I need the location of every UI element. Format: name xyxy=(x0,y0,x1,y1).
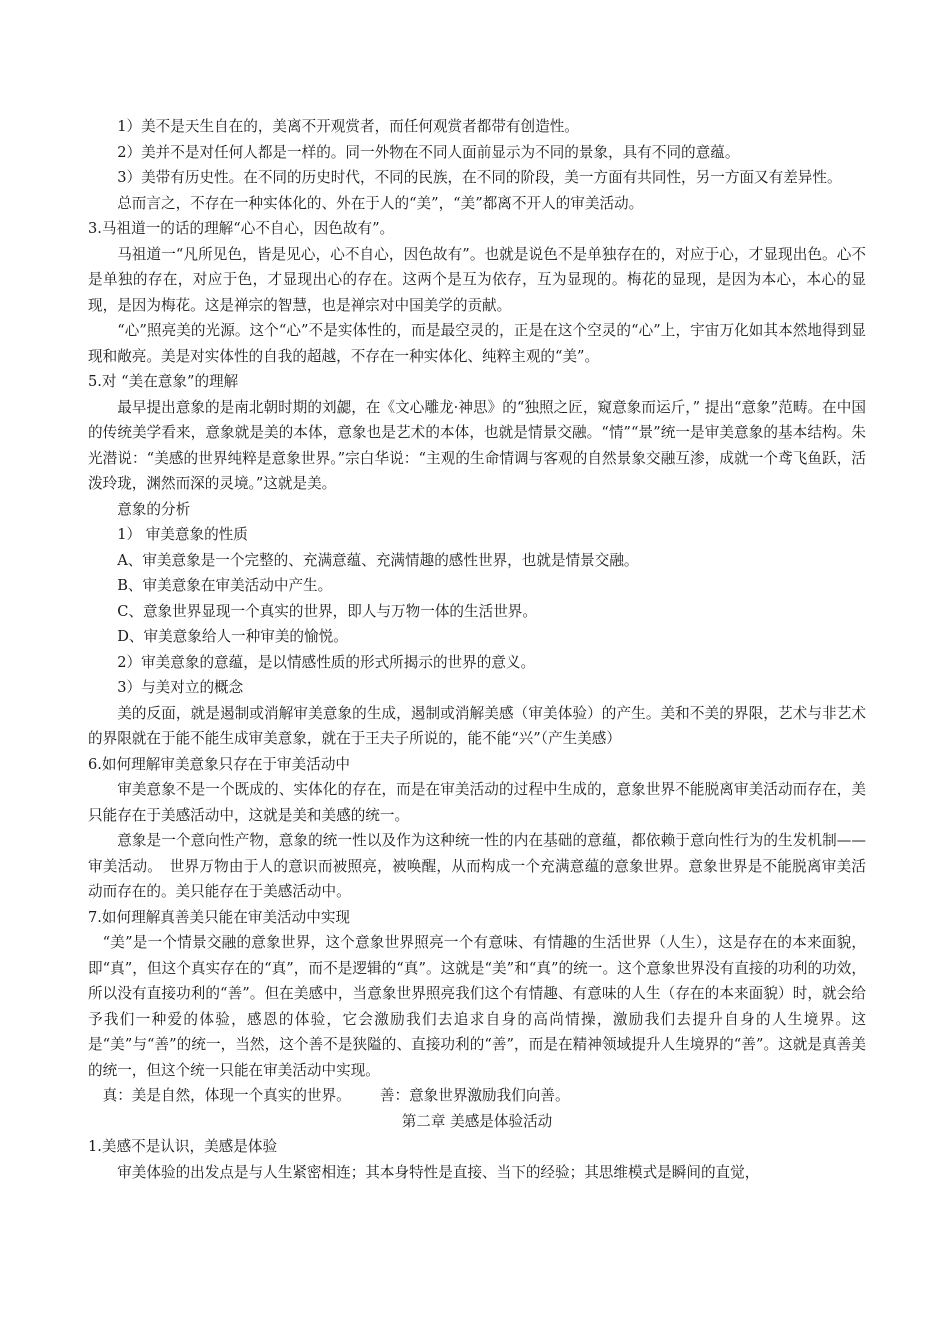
section-heading: 1.美感不是认识，美感是体验 xyxy=(88,1138,278,1155)
paragraph: 意象是一个意向性产物，意象的统一性以及作为这种统一性的内在基础的意蕴，都依赖于意向性行为的生发机制——审美活动。 世界万物由于人的意识而被照亮，被唤醒，从而构成一个充满意蕴的意象世界。意象世界是不能脱离审美活动而存在的。美只能存在于美感活动中。 xyxy=(88,832,866,900)
paragraph: 意象的分析 xyxy=(117,500,191,518)
paragraph: 总而言之，不存在一种实体化的、外在于人的“美”，“美”都离不开人的审美活动。 xyxy=(117,194,644,212)
truth-goodness-line xyxy=(88,1083,866,1109)
paragraph: 审美体验的出发点是与人生紧密相连；其本身特性是直接、当下的经验；其思维模式是瞬间的直觉， xyxy=(117,1163,760,1181)
paragraph: 1） 审美意象的性质 xyxy=(117,526,248,543)
paragraph: A、审美意象是一个完整的、充满意蕴、充满情趣的感性世界，也就是情景交融。 xyxy=(117,551,639,569)
paragraph: 审美意象不是一个既成的、实体化的存在，而是在审美活动的过程中生成的，意象世界不能脱离审美活动而存在，美只能存在于美感活动中，这就是美和美感的统一。 xyxy=(88,781,866,824)
paragraph: B、审美意象在审美活动中产生。 xyxy=(117,577,333,594)
section-heading: 7.如何理解真善美只能在审美活动中实现 xyxy=(88,908,351,926)
section-heading: 5.对 “美在意象”的理解 xyxy=(88,373,239,390)
truth-statement: 真：美是自然，体现一个真实的世界。 xyxy=(102,1087,351,1104)
chapter-title: 第二章 美感是体验活动 xyxy=(401,1112,553,1130)
paragraph: 1）美不是天生自在的，美离不开观赏者，而任何观赏者都带有创造性。 xyxy=(117,118,579,135)
paragraph: 3）美带有历史性。在不同的历史时代，不同的民族，在不同的阶段，美一方面有共同性，另一方面又有差异性。 xyxy=(117,169,842,186)
paragraph: 美的反面，就是遏制或消解审美意象的生成，遏制或消解美感（审美体验）的产生。美和不美的界限，艺术与非艺术的界限就在于能不能生成审美意象，就在于王夫子所说的，能不能“兴”（产生美感） xyxy=(88,704,866,747)
paragraph: 2）美并不是对任何人都是一样的。同一外物在不同人面前显示为不同的景象，具有不同的意蕴。 xyxy=(117,143,740,161)
paragraph-list xyxy=(88,114,866,1083)
paragraph: 3）与美对立的概念 xyxy=(117,679,244,696)
paragraph: C、意象世界显现一个真实的世界，即人与万物一体的生活世界。 xyxy=(117,602,537,620)
paragraph: 最早提出意象的是南北朝时期的刘勰，在《文心雕龙·神思》的“独照之匠，窥意象而运斤，” 提出“意象”范畴。在中国的传统美学看来，意象就是美的本体，意象也是艺术的本体，也就是情景交融。“情”“景”统一是审美意象的基本结构。朱光潜说：“美感的世界纯粹是意象世界。”宗白华说：“主观的生命情调与客观的自然景象交融互渗，成就一个鸢飞鱼跃，活泼玲珑，渊然而深的灵境。”这就是美。 xyxy=(88,398,866,492)
section-heading: 3.马祖道一的话的理解“心不自心，因色故有”。 xyxy=(88,220,395,237)
paragraph: 马祖道一“凡所见色，皆是见心，心不自心，因色故有”。也就是说色不是单独存在的，对应于心，才显现出色。心不是单独的存在，对应于色，才显现出心的存在。这两个是互为依存，互为显现的。梅花的显现，是因为本心，本心的显现，是因为梅花。这是禅宗的智慧，也是禅宗对中国美学的贡献。 xyxy=(88,245,866,314)
section-heading: 6.如何理解审美意象只存在于审美活动中 xyxy=(88,755,351,773)
paragraph: “心”照亮美的光源。这个“心”不是实体性的，而是最空灵的，正是在这个空灵的“心”上，宇宙万化如其本然地得到显现和敞亮。美是对实体性的自我的超越，不存在一种实体化、纯粹主观的“美”。 xyxy=(88,322,866,365)
goodness-statement: 善：意象世界激励我们向善。 xyxy=(379,1087,570,1104)
paragraph: “美”是一个情景交融的意象世界，这个意象世界照亮一个有意味、有情趣的生活世界（人生），这是存在的本来面貌，即“真”，但这个真实存在的“真”，而不是逻辑的“真”。这就是“美”和“真”的统一。这个意象世界没有直接的功利的功效，所以没有直接功利的“善”。但在美感中，当意象世界照亮我们这个有情趣、有意味的人生（存在的本来面貌）时，就会给予我们一种爱的体验，感恩的体验，它会激励我们去追求自身的高尚情操，激励我们去提升自身的人生境界。这是“美”与“善”的统一，当然，这个善不是狭隘的、直接功利的“善”，而是在精神领域提升人生境界的“善”。这就是真善美的统一，但这个统一只能在审美活动中实现。 xyxy=(88,934,866,1079)
paragraph: 2）审美意象的意蕴，是以情感性质的形式所揭示的世界的意义。 xyxy=(117,653,536,671)
paragraph: D、审美意象给人一种审美的愉悦。 xyxy=(117,628,348,645)
